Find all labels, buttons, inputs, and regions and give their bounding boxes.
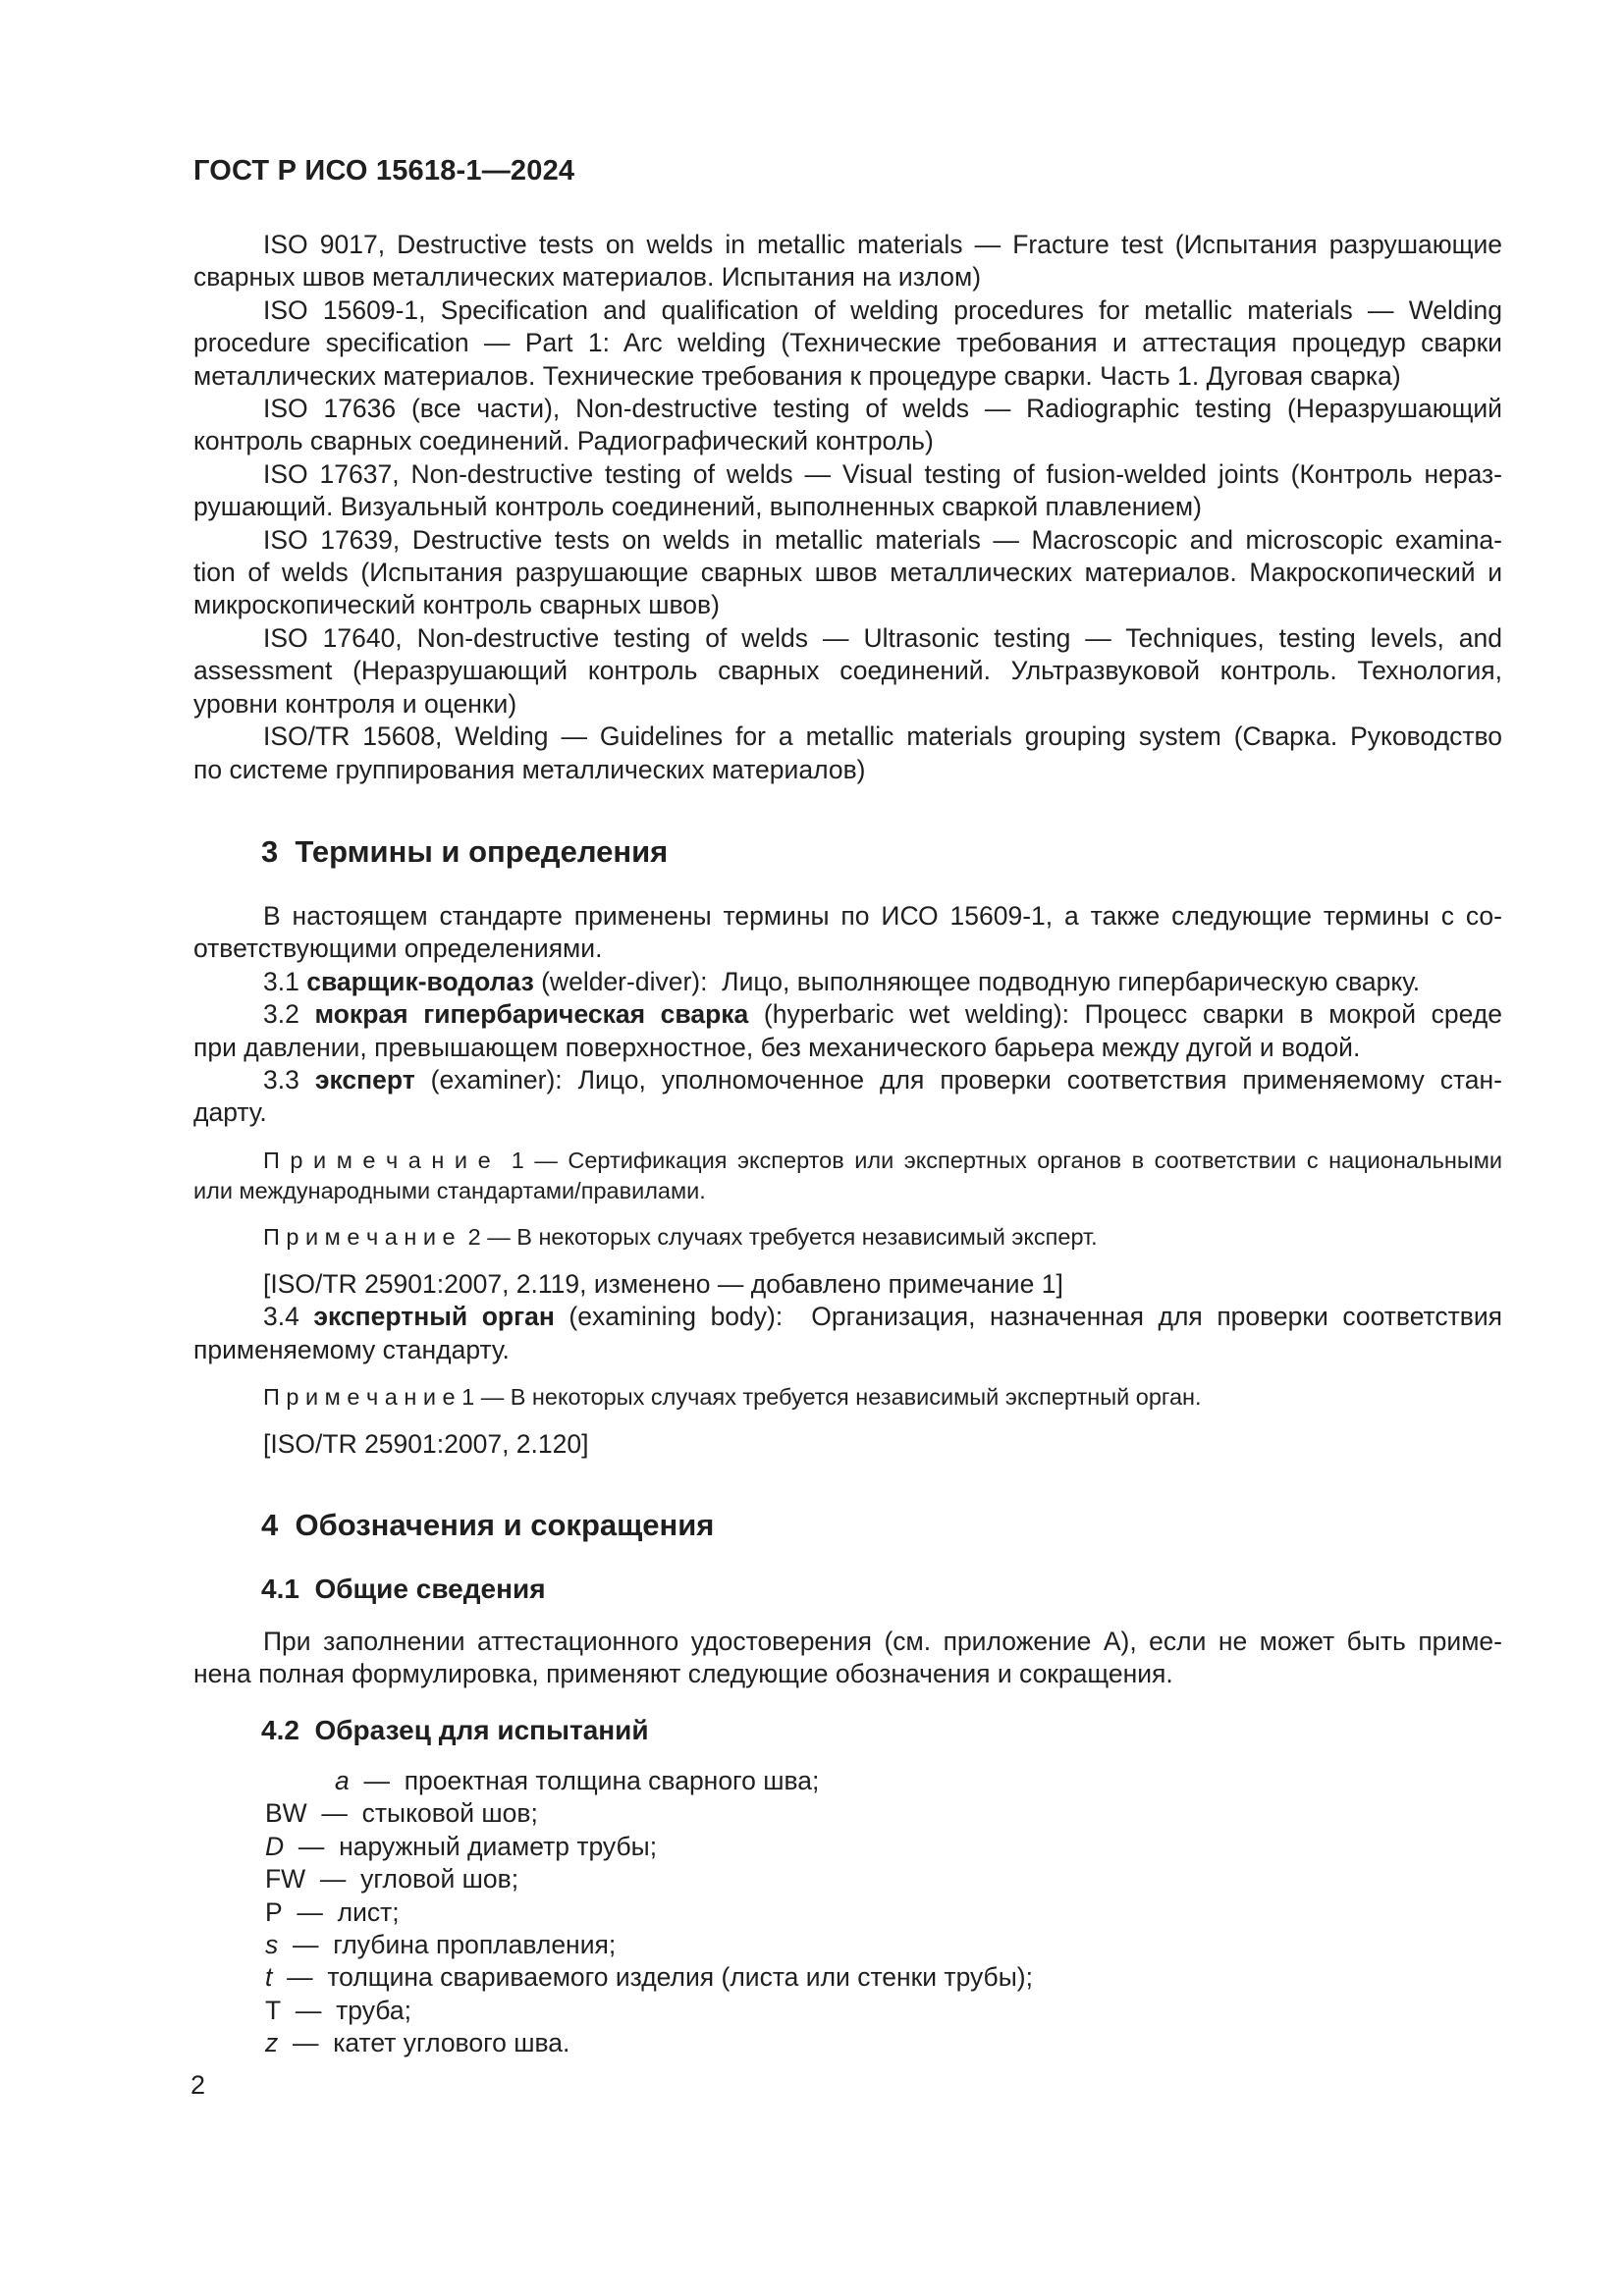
text-line: применяемому стандарту.	[193, 1334, 510, 1364]
section-heading-terms: 3 Термины и определения	[261, 833, 669, 869]
subsection-heading-4-1: 4.1 Общие сведения	[261, 1574, 546, 1605]
text-line: 3.2 мокрая гипербарическая сварка (hyperbaric wet welding): Процесс сварки в мокрой среде	[263, 999, 1503, 1030]
term-3-3-paragraph	[193, 1064, 1502, 1130]
text-line: П р и м е ч а н и е 1 — Сертификация экспертов или экспертных органов в соответствии с национальными	[263, 1147, 1502, 1173]
term-3-4-paragraph	[193, 1301, 1502, 1366]
term-3-2-paragraph	[193, 998, 1502, 1064]
reference-paragraph-iso17639	[193, 524, 1502, 622]
text-line: 3.4 экспертный орган (examining body): Организация, назначенная для проверки соответствия	[263, 1302, 1503, 1332]
text-line: микроскопический контроль сварных швов)	[193, 590, 720, 620]
general-info-paragraph	[193, 1626, 1502, 1691]
text-line: ISO 17636 (все части), Non-destructive testing of welds — Radiographic testing (Неразрушающий	[263, 394, 1502, 424]
text-line: 3.1 сварщик-водолаз (welder-diver): Лицо, выполняющее подводную гипербарическую сварку.	[263, 966, 1421, 996]
reference-paragraph-isotr15608	[193, 721, 1502, 786]
page-header: ГОСТ Р ИСО 15618-1—2024	[193, 155, 575, 187]
text-line: 3.3 эксперт (examiner): Лицо, уполномоченное для проверки соответствия применяемому стан-	[263, 1064, 1502, 1095]
text-line: s — глубина проплавления;	[265, 1930, 617, 1960]
text-line: металлических материалов. Технические требования к процедуре сварки. Часть 1. Дуговая сварка)	[193, 360, 1401, 391]
text-line: ISO 9017, Destructive tests on welds in metallic materials — Fracture test (Испытания разрушающие	[263, 230, 1502, 259]
text-line: tion of welds (Испытания разрушающие сварных швов металлических материалов. Макроскопический и	[193, 558, 1502, 588]
text-line: z — катет углового шва.	[265, 2028, 570, 2058]
text-line: нена полная формулировка, применяют следующие обозначения и сокращения.	[193, 1659, 1173, 1689]
page-body	[193, 229, 1502, 2060]
text-line: P — лист;	[265, 1896, 400, 1927]
text-line: FW — угловой шов;	[265, 1864, 519, 1895]
text-line: a — проектная толщина сварного шва;	[335, 1766, 820, 1795]
text-line: [ISO/TR 25901:2007, 2.120]	[263, 1428, 589, 1459]
text-line: ответствующими определениями.	[193, 934, 603, 964]
text-line: При заполнении аттестационного удостоверения (см. приложение А), если не может быть приме-	[263, 1626, 1502, 1656]
text-line: ISO 15609-1, Specification and qualification of welding procedures for metallic materials — Welding	[263, 294, 1502, 325]
text-line: ISO 17640, Non-destructive testing of welds — Ultrasonic testing — Techniques, testing levels, and	[263, 622, 1502, 653]
text-line: П р и м е ч а н и е 1 — В некоторых случаях требуется независимый экспертный орган.	[263, 1383, 1202, 1410]
note-3	[193, 1382, 1502, 1413]
text-line: дарту.	[193, 1097, 267, 1128]
text-line: assessment (Неразрушающий контроль сварных соединений. Ультразвуковой контроль. Технология,	[193, 656, 1502, 686]
text-line: t — толщина свариваемого изделия (листа или стенки трубы);	[265, 1962, 1033, 1993]
text-line: ISO/TR 15608, Welding — Guidelines for a metallic materials grouping system (Сварка. Руководство	[263, 721, 1502, 752]
text-line: ISO 17637, Non-destructive testing of welds — Visual testing of fusion-welded joints (Контроль нераз-	[263, 458, 1502, 489]
text-line: или международными стандартами/правилами.	[193, 1177, 706, 1203]
section-heading-designations: 4 Обозначения и сокращения	[261, 1508, 715, 1543]
abbreviation-list	[193, 1765, 1502, 2060]
note-1	[193, 1146, 1502, 1206]
reference-paragraph-iso17640	[193, 622, 1502, 721]
text-line: контроль сварных соединений. Радиографический контроль)	[193, 426, 934, 456]
text-line: [ISO/TR 25901:2007, 2.119, изменено — добавлено примечание 1]	[263, 1268, 1063, 1299]
source-reference-2119	[193, 1268, 1502, 1301]
note-2	[193, 1222, 1502, 1253]
source-reference-2120	[193, 1428, 1502, 1461]
reference-paragraph-iso15609	[193, 294, 1502, 393]
term-3-1-paragraph	[193, 966, 1502, 998]
text-line: уровни контроля и оценки)	[193, 688, 517, 719]
subsection-heading-4-2: 4.2 Образец для испытаний	[261, 1714, 649, 1745]
text-line: рушающий. Визуальный контроль соединений, выполненных сваркой плавлением)	[193, 492, 1202, 522]
text-line: ISO 17639, Destructive tests on welds in metallic materials — Macroscopic and microscopic examina-	[263, 524, 1502, 555]
text-line: D — наружный диаметр трубы;	[265, 1831, 658, 1861]
text-line: П р и м е ч а н и е 2 — В некоторых случаях требуется независимый эксперт.	[263, 1223, 1098, 1250]
text-line: T — труба;	[265, 1995, 411, 2025]
reference-paragraph-iso9017	[193, 229, 1502, 294]
terms-intro-paragraph	[193, 900, 1502, 966]
page-number: 2	[190, 2069, 206, 2100]
reference-paragraph-iso17636	[193, 393, 1502, 458]
text-line: procedure specification — Part 1: Arc welding (Технические требования и аттестация процедур сварки	[193, 328, 1502, 358]
text-line: BW — стыковой шов;	[265, 1798, 538, 1829]
text-line: по системе группирования металлических материалов)	[193, 754, 866, 784]
text-line: В настоящем стандарте применены термины по ИСО 15609-1, а также следующие термины с со-	[263, 900, 1502, 931]
text-line: сварных швов металлических материалов. Испытания на излом)	[193, 262, 982, 293]
reference-paragraph-iso17637	[193, 458, 1502, 524]
text-line: при давлении, превышающем поверхностное, без механического барьера между дугой и водой.	[193, 1032, 1361, 1062]
